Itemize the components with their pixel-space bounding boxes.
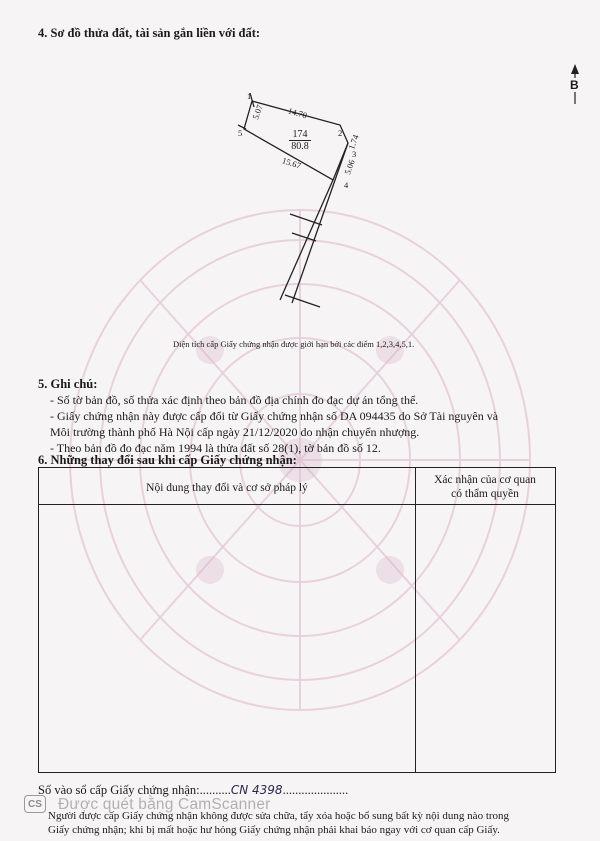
point-1-label: 1 [247, 91, 252, 101]
section-5-title: 5. Ghi chú: [38, 377, 98, 391]
note-line-1: - Số tờ bản đồ, số thửa xác định theo bản đồ địa chính đo đạc dự án tổng thể. [50, 393, 419, 407]
point-4-label: 4 [344, 180, 349, 190]
note-line-3: Môi trường thành phố Hà Nội cấp ngày 21/12/2020 do nhận chuyển nhượng. [50, 425, 420, 439]
registry-number: CN 4398 [230, 783, 283, 797]
approval-header-line2: có thẩm quyền [451, 488, 519, 500]
point-3-label: 3 [352, 149, 357, 159]
footer-line-1: Người được cấp Giấy chứng nhận không được sửa chữa, tẩy xóa hoặc bổ sung bất kỳ nội dung nào trong [48, 810, 510, 822]
plot-caption: Diện tích cấp Giấy chứng nhận được giới hạn bởi các điểm 1,2,3,4,5,1. [173, 339, 415, 349]
parcel-number-block [289, 129, 311, 153]
camscanner-logo-icon: CS [24, 795, 46, 813]
road-line [292, 143, 348, 303]
note-line-2: - Giấy chứng nhận này được cấp đổi từ Giấy chứng nhận số DA 094435 do Sở Tài nguyên và [50, 409, 499, 423]
dim-left: 5.07 [250, 103, 265, 121]
approval-header-line1: Xác nhận của cơ quan [434, 474, 536, 486]
table-header-content: Nội dung thay đổi và cơ sở pháp lý [146, 482, 308, 494]
north-label: B [570, 78, 579, 92]
table-header-divider [39, 504, 555, 505]
north-arrow [566, 62, 584, 106]
section-6-title: 6. Những thay đổi sau khi cấp Giấy chứng nhận: [38, 453, 297, 467]
point-5-label: 5 [238, 128, 243, 138]
registry-dots-after: ..................... [282, 783, 349, 797]
footer-line-2: Giấy chứng nhận; khi bị mất hoặc hư hỏng Giấy chứng nhận phải khai báo ngay với cơ quan cấp Giấy. [48, 824, 500, 836]
dim-corner: 1.74 [346, 133, 361, 151]
parcel-area: 80.8 [291, 141, 309, 152]
section-4-title: 4. Sơ đồ thửa đất, tài sản gắn liền với đất: [38, 26, 261, 40]
table-column-divider [415, 468, 416, 772]
changes-table [38, 467, 556, 773]
note-line-4: - Theo bản đồ đo đạc năm 1994 là thửa đất số 28(1), tờ bản đồ số 12. [50, 441, 381, 455]
dim-right: 5.06 [342, 158, 357, 176]
parcel-number: 174 [289, 129, 311, 141]
table-header-approval [415, 473, 555, 501]
registry-label: Số vào sổ cấp Giấy chứng nhận: [38, 783, 200, 797]
dim-bottom: 15.67 [280, 155, 303, 171]
registry-dots-before: .......... [199, 783, 231, 797]
point-2-label: 2 [338, 128, 343, 138]
camscanner-watermark-text: Được quét bằng CamScanner [58, 796, 271, 813]
dim-top: 14.70 [286, 105, 309, 121]
